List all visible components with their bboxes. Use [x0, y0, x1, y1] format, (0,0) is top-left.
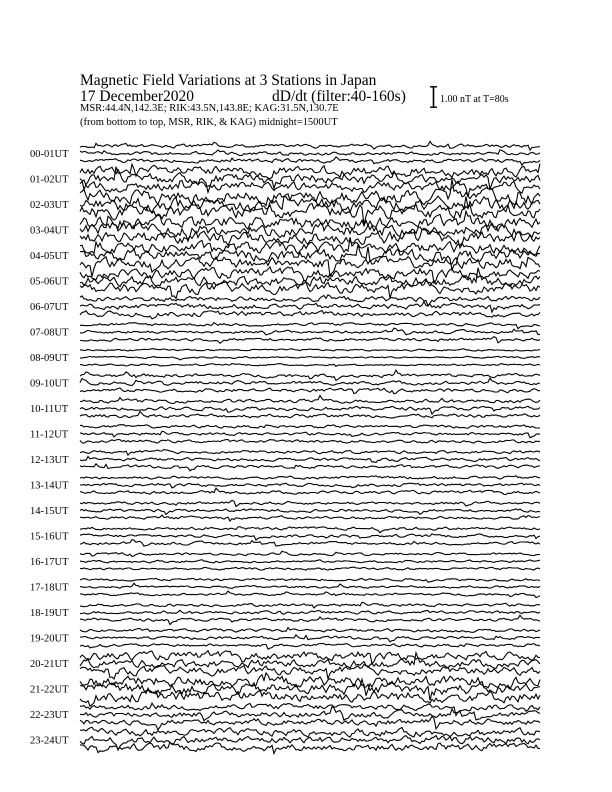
series-line-kag [80, 425, 540, 429]
hour-row-label: 15-16UT [30, 531, 69, 543]
series-line-msr [80, 388, 540, 394]
hour-row-label: 07-08UT [30, 327, 69, 339]
series-line-msr [80, 567, 540, 570]
hour-row-label: 18-19UT [30, 608, 69, 619]
series-line-kag [80, 370, 540, 380]
series-line-rik [80, 610, 540, 614]
hour-row-label: 10-11UT [30, 404, 69, 415]
series-line-kag [80, 141, 540, 150]
hour-row-label: 05-06UT [30, 276, 69, 288]
series-line-kag [80, 602, 540, 608]
series-line-kag [80, 673, 540, 696]
series-line-msr [80, 464, 540, 471]
hour-row-label: 09-10UT [30, 378, 69, 390]
series-line-kag [80, 349, 540, 352]
series-line-rik [80, 356, 540, 360]
hour-row-label: 17-18UT [30, 582, 69, 594]
hour-row-label: 22-23UT [30, 710, 69, 721]
hour-row-label: 06-07UT [30, 302, 69, 313]
chart-date: 17 December2020 [80, 88, 195, 105]
series-line-rik [80, 534, 540, 540]
series-line-msr [80, 311, 540, 319]
hour-row-label: 14-15UT [30, 506, 69, 517]
station-coordinates: MSR:44.4N,142.3E; RIK:43.5N,143.8E; KAG:31.5N,130.7E [80, 103, 339, 114]
series-line-msr [80, 364, 540, 367]
series-line-msr [80, 337, 540, 344]
series-line-msr [80, 742, 540, 753]
series-line-rik [80, 406, 540, 414]
series-line-kag [80, 396, 540, 404]
hour-row-label: 08-09UT [30, 353, 69, 364]
series-line-rik [80, 635, 540, 642]
series-line-rik [80, 457, 540, 463]
series-line-rik [80, 150, 540, 156]
hour-row-label: 13-14UT [30, 480, 69, 492]
hour-row-label: 03-04UT [30, 225, 69, 237]
series-line-msr [80, 615, 540, 624]
hour-row-label: 12-13UT [30, 455, 69, 466]
series-line-kag [80, 527, 540, 533]
hour-row-label: 00-01UT [30, 149, 69, 160]
hour-row-label: 01-02UT [30, 174, 69, 186]
series-line-msr [80, 157, 540, 165]
series-line-rik [80, 302, 540, 313]
chart-quantity: dD/dt (filter:40-160s) [272, 88, 406, 105]
hour-row-label: 19-20UT [30, 633, 69, 645]
series-line-msr [80, 644, 540, 650]
series-line-msr [80, 716, 540, 730]
series-line-rik [80, 583, 540, 588]
series-line-msr [80, 280, 540, 298]
hour-row-label: 04-05UT [30, 251, 69, 262]
series-line-kag [80, 476, 540, 480]
series-line-kag [80, 164, 540, 179]
series-line-kag [80, 323, 540, 329]
hour-row-label: 23-24UT [30, 735, 69, 747]
series-line-kag [80, 179, 540, 205]
series-line-msr [80, 515, 540, 521]
series-line-msr [80, 591, 540, 598]
series-line-kag [80, 500, 540, 506]
station-order-note: (from bottom to top, MSR, RIK, & KAG) midnight=1500UT [80, 117, 338, 128]
hour-row-label: 11-12UT [30, 429, 69, 441]
hour-row-label: 21-22UT [30, 684, 69, 696]
series-line-msr [80, 690, 540, 706]
series-line-msr [80, 411, 540, 418]
hour-row-label: 20-21UT [30, 659, 69, 670]
series-line-rik [80, 560, 540, 563]
chart-title: Magnetic Field Variations at 3 Stations in Japan [80, 72, 377, 89]
series-line-rik [80, 509, 540, 515]
series-line-kag [80, 578, 540, 582]
series-line-msr [80, 440, 540, 444]
series-line-kag [80, 551, 540, 556]
series-line-rik [80, 328, 540, 335]
hour-row-label: 02-03UT [30, 200, 69, 211]
series-line-rik [80, 431, 540, 438]
hour-row-label: 16-17UT [30, 557, 69, 568]
series-line-rik [80, 483, 540, 488]
series-line-msr [80, 229, 540, 248]
scale-bar-label: 1.00 nT at T=80s [440, 94, 509, 105]
series-line-kag [80, 450, 540, 456]
series-line-rik [80, 653, 540, 669]
series-line-kag [80, 727, 540, 737]
series-line-msr [80, 488, 540, 494]
series-line-msr [80, 540, 540, 547]
series-line-kag [80, 628, 540, 633]
